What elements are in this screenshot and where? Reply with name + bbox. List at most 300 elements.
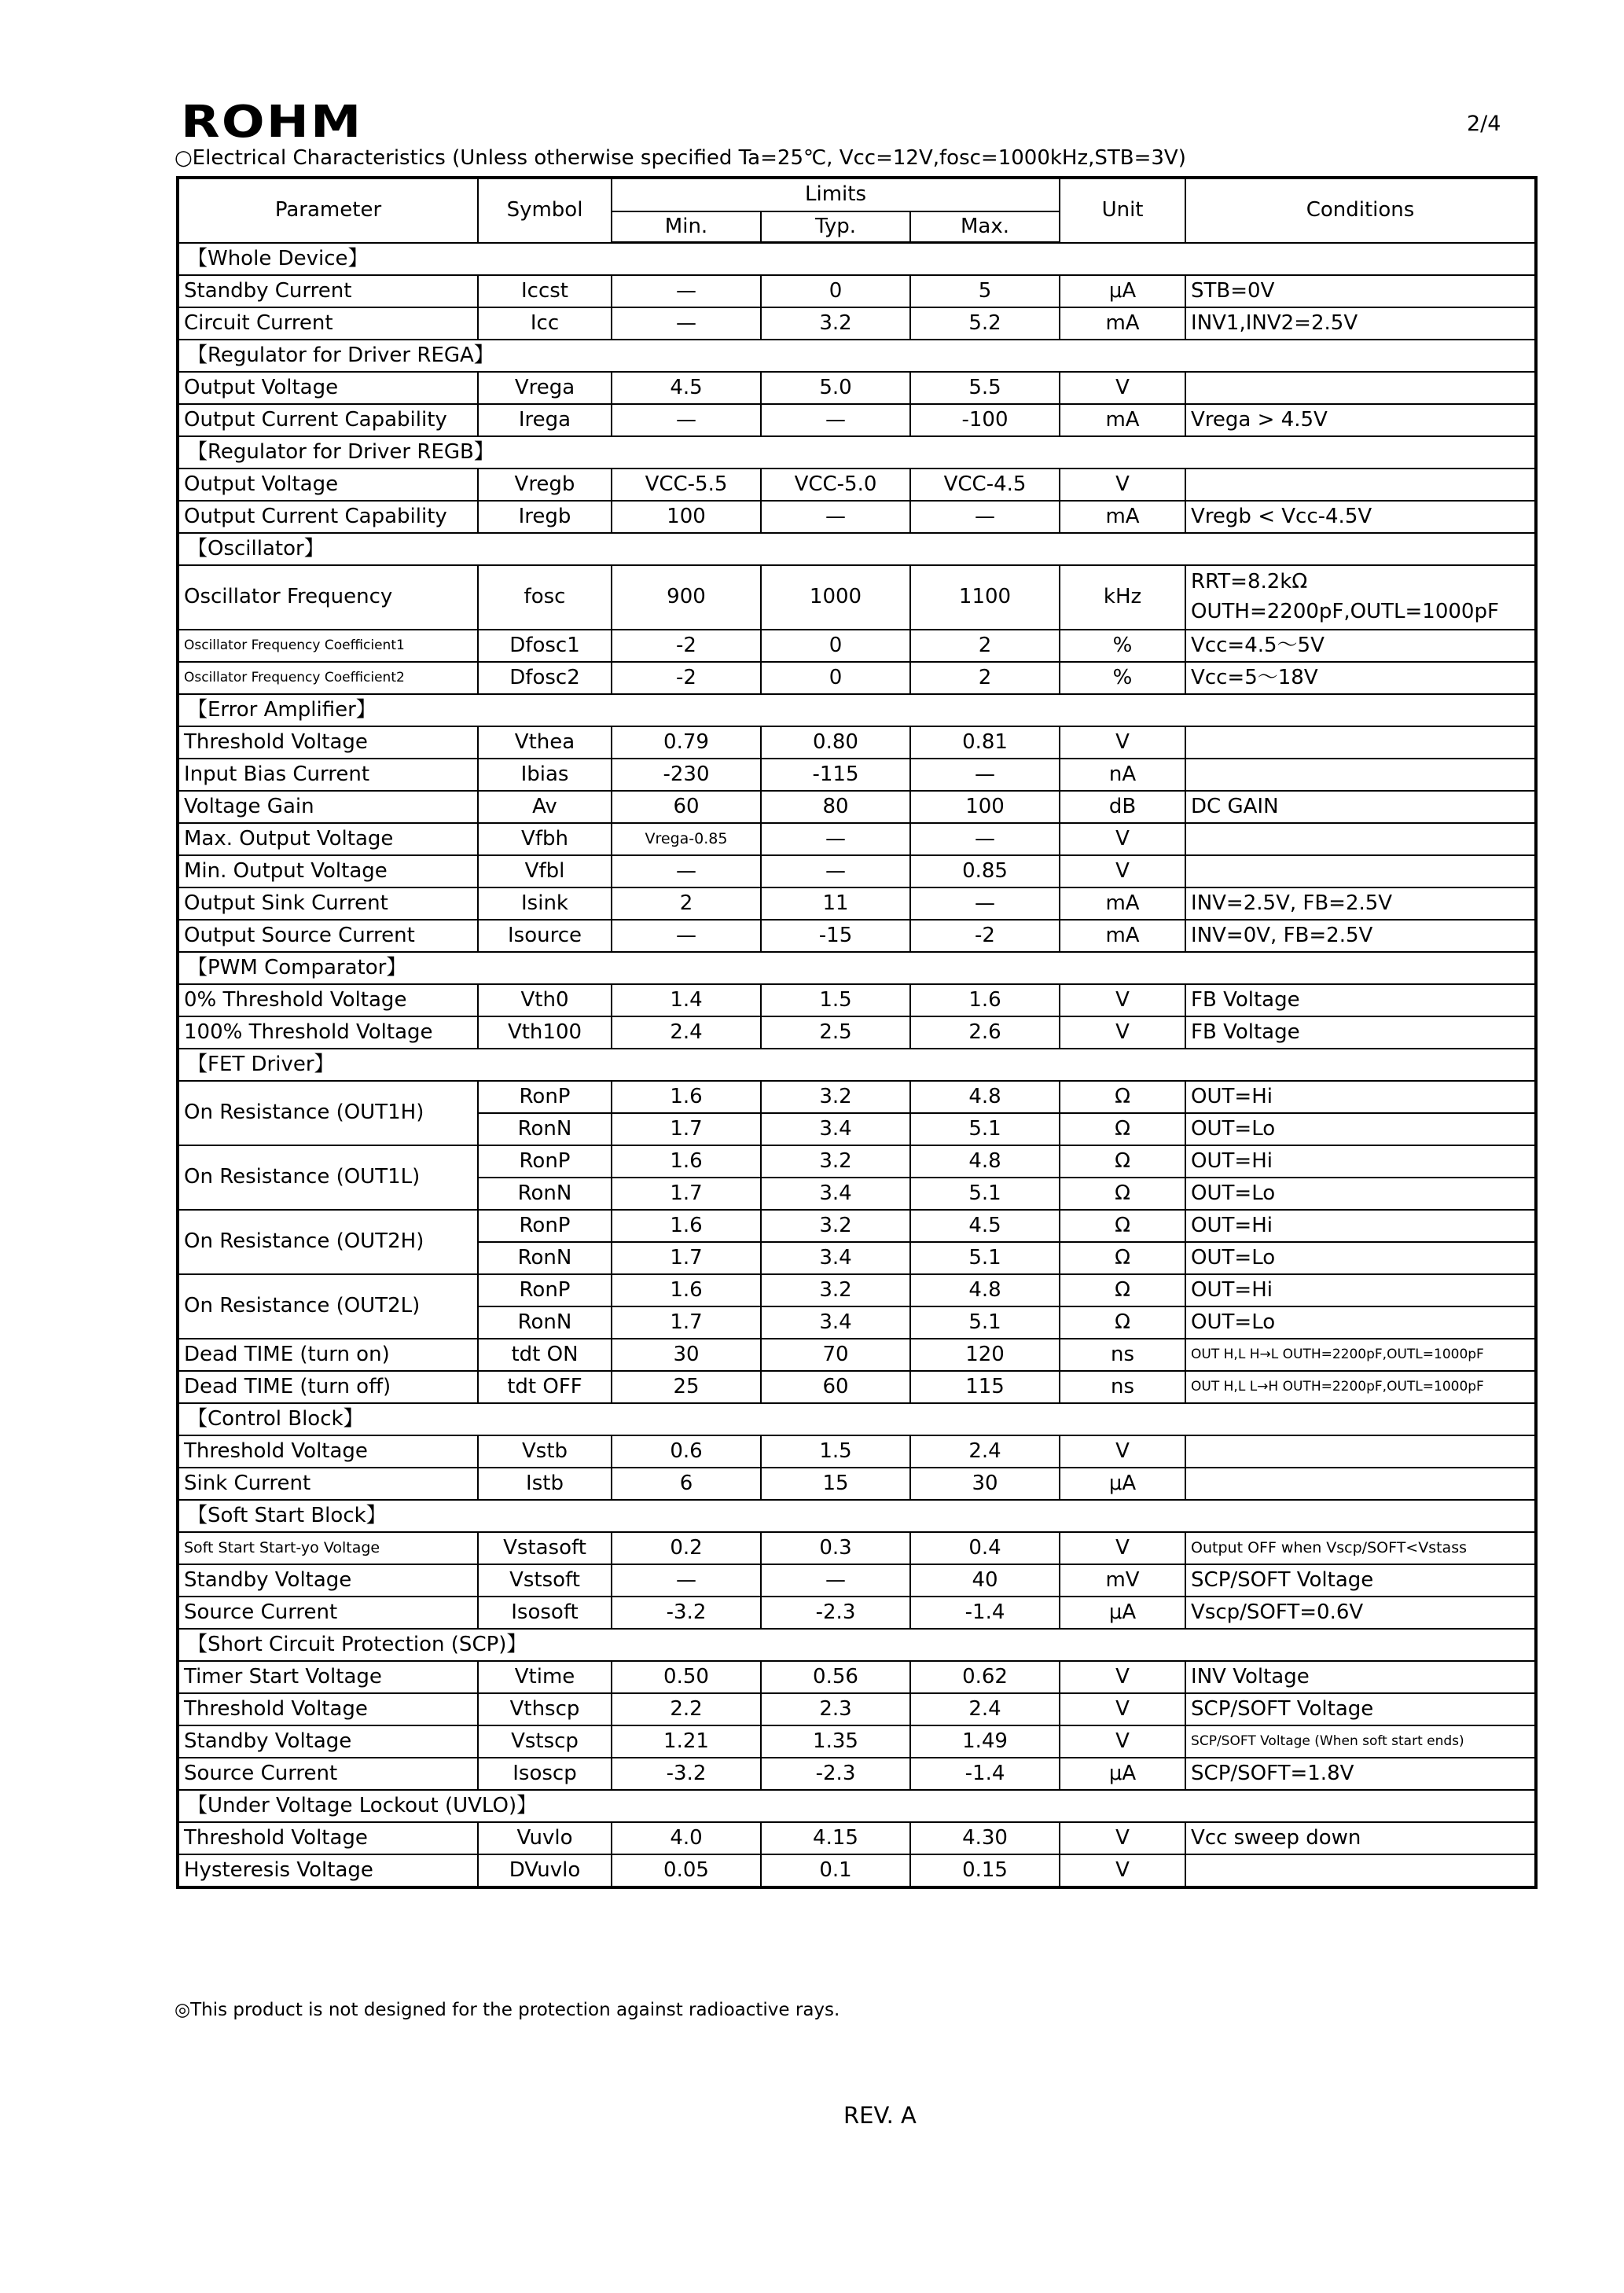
parameter-cell: Oscillator Frequency Coefficient1	[178, 630, 478, 662]
min-cell: 60	[612, 791, 761, 823]
section-title: 【Whole Device】	[178, 243, 1536, 276]
section-header-row	[178, 952, 1536, 984]
conditions-cell	[1185, 662, 1536, 694]
section-title: 【Regulator for Driver REGA】	[178, 340, 1536, 372]
conditions-cell	[1185, 469, 1536, 501]
conditions-text: SCP/SOFT=1.8V	[1191, 1761, 1354, 1785]
section-header-row	[178, 243, 1536, 276]
max-cell: 2	[910, 630, 1060, 662]
typ-cell: 1000	[761, 565, 910, 630]
max-cell: 2.4	[910, 1435, 1060, 1468]
table-row	[178, 372, 1536, 404]
unit-cell: Ω	[1060, 1178, 1185, 1210]
table-row	[178, 1468, 1536, 1500]
symbol-cell: Isink	[478, 887, 612, 920]
header-parameter: Parameter	[178, 178, 478, 243]
typ-cell: —	[761, 823, 910, 855]
conditions-cell	[1185, 1693, 1536, 1725]
min-cell: 1.7	[612, 1306, 761, 1339]
symbol-cell: Iregb	[478, 501, 612, 533]
symbol-cell: Vstasoft	[478, 1532, 612, 1564]
unit-cell: mV	[1060, 1564, 1185, 1597]
footnote: ◎This product is not designed for the protection against radioactive rays.	[175, 2000, 840, 2020]
symbol-cell: fosc	[478, 565, 612, 630]
conditions-cell	[1185, 501, 1536, 533]
typ-cell: 3.4	[761, 1178, 910, 1210]
symbol-cell: Dfosc2	[478, 662, 612, 694]
unit-cell: Ω	[1060, 1113, 1185, 1145]
section-header-row	[178, 340, 1536, 372]
typ-cell: 1.5	[761, 984, 910, 1016]
max-cell: 4.5	[910, 1210, 1060, 1242]
unit-cell: mA	[1060, 307, 1185, 340]
symbol-cell: Vstsoft	[478, 1564, 612, 1597]
parameter-cell: Oscillator Frequency	[178, 565, 478, 630]
parameter-cell: 100% Threshold Voltage	[178, 1016, 478, 1049]
parameter-cell: On Resistance (OUT1H)	[178, 1081, 478, 1145]
typ-cell: 1.5	[761, 1435, 910, 1468]
unit-cell: ns	[1060, 1339, 1185, 1371]
min-cell: 1.6	[612, 1081, 761, 1113]
conditions-cell: OUT=Hi	[1185, 1081, 1536, 1113]
max-cell: 115	[910, 1371, 1060, 1403]
typ-cell: —	[761, 404, 910, 436]
symbol-cell: Isource	[478, 920, 612, 952]
conditions-cell	[1185, 1016, 1536, 1049]
min-cell: 1.6	[612, 1274, 761, 1306]
max-cell: 4.30	[910, 1822, 1060, 1854]
parameter-cell: On Resistance (OUT2L)	[178, 1274, 478, 1339]
parameter-cell: Standby Current	[178, 275, 478, 307]
table-row	[178, 1532, 1536, 1564]
conditions-text: STB=0V	[1191, 278, 1275, 303]
page-number: 2/4	[1467, 112, 1501, 136]
max-cell: 120	[910, 1339, 1060, 1371]
symbol-cell: RonP	[478, 1210, 612, 1242]
section-title: 【Oscillator】	[178, 533, 1536, 565]
unit-cell: dB	[1060, 791, 1185, 823]
parameter-cell: Voltage Gain	[178, 791, 478, 823]
section-title: 【Control Block】	[178, 1403, 1536, 1435]
max-cell: 5.1	[910, 1242, 1060, 1274]
conditions-cell	[1185, 1725, 1536, 1758]
parameter-cell: Source Current	[178, 1597, 478, 1629]
section-header-row	[178, 694, 1536, 726]
header-unit: Unit	[1060, 178, 1185, 243]
typ-cell: 3.2	[761, 1210, 910, 1242]
conditions-text: FB Voltage	[1191, 987, 1300, 1012]
unit-cell: %	[1060, 662, 1185, 694]
table-row	[178, 275, 1536, 307]
conditions-text: Vcc=5～18V	[1191, 665, 1318, 689]
unit-cell: μA	[1060, 1468, 1185, 1500]
revision-label: REV. A	[843, 2102, 917, 2129]
symbol-cell: Vtime	[478, 1661, 612, 1693]
max-cell: 0.81	[910, 726, 1060, 759]
section-header-row	[178, 436, 1536, 469]
symbol-cell: Vthea	[478, 726, 612, 759]
max-cell: 0.4	[910, 1532, 1060, 1564]
conditions-cell: OUT=Lo	[1185, 1113, 1536, 1145]
max-cell: 40	[910, 1564, 1060, 1597]
max-cell: -100	[910, 404, 1060, 436]
table-row	[178, 1274, 1536, 1306]
typ-cell: 60	[761, 1371, 910, 1403]
header-symbol: Symbol	[478, 178, 612, 243]
min-cell: 1.21	[612, 1725, 761, 1758]
min-cell: 0.6	[612, 1435, 761, 1468]
unit-cell: V	[1060, 726, 1185, 759]
typ-cell: —	[761, 1564, 910, 1597]
conditions-cell	[1185, 984, 1536, 1016]
section-title: 【Error Amplifier】	[178, 694, 1536, 726]
unit-cell: mA	[1060, 887, 1185, 920]
conditions-text: INV=0V, FB=2.5V	[1191, 923, 1373, 947]
parameter-cell: Output Voltage	[178, 372, 478, 404]
parameter-cell: Threshold Voltage	[178, 1435, 478, 1468]
symbol-cell: Vth0	[478, 984, 612, 1016]
typ-cell: VCC-5.0	[761, 469, 910, 501]
symbol-cell: Vthscp	[478, 1693, 612, 1725]
unit-cell: mA	[1060, 920, 1185, 952]
parameter-cell: Dead TIME (turn on)	[178, 1339, 478, 1371]
conditions-cell	[1185, 1822, 1536, 1854]
unit-cell: V	[1060, 372, 1185, 404]
conditions-text: Vscp/SOFT=0.6V	[1191, 1600, 1364, 1624]
header-conditions: Conditions	[1185, 178, 1536, 243]
conditions-cell	[1185, 1468, 1536, 1500]
unit-cell: V	[1060, 1661, 1185, 1693]
max-cell: VCC-4.5	[910, 469, 1060, 501]
min-cell: 1.7	[612, 1178, 761, 1210]
max-cell: 5.5	[910, 372, 1060, 404]
table-row	[178, 1371, 1536, 1403]
min-cell: 2	[612, 887, 761, 920]
min-cell: 4.5	[612, 372, 761, 404]
conditions-cell: OUT=Lo	[1185, 1306, 1536, 1339]
conditions-cell: OUT=Hi	[1185, 1210, 1536, 1242]
parameter-cell: Threshold Voltage	[178, 726, 478, 759]
parameter-cell: Hysteresis Voltage	[178, 1854, 478, 1887]
conditions-text-line2: OUTH=2200pF,OUTL=1000pF	[1191, 600, 1499, 623]
max-cell: 5.1	[910, 1113, 1060, 1145]
parameter-cell: Max. Output Voltage	[178, 823, 478, 855]
max-cell: 5	[910, 275, 1060, 307]
min-cell: 900	[612, 565, 761, 630]
table-row	[178, 1435, 1536, 1468]
max-cell: 5.1	[910, 1178, 1060, 1210]
table-row	[178, 1822, 1536, 1854]
header-typ: Typ.	[761, 211, 910, 243]
table-row	[178, 1564, 1536, 1597]
parameter-cell: Dead TIME (turn off)	[178, 1371, 478, 1403]
conditions-text: Vcc sweep down	[1191, 1825, 1361, 1850]
symbol-cell: RonP	[478, 1145, 612, 1178]
max-cell: —	[910, 759, 1060, 791]
max-cell: 5.2	[910, 307, 1060, 340]
table-row	[178, 984, 1536, 1016]
conditions-cell	[1185, 275, 1536, 307]
conditions-text: SCP/SOFT Voltage	[1191, 1696, 1374, 1721]
conditions-cell	[1185, 823, 1536, 855]
unit-cell: V	[1060, 469, 1185, 501]
symbol-cell: Isosoft	[478, 1597, 612, 1629]
conditions-cell	[1185, 791, 1536, 823]
conditions-text: SCP/SOFT Voltage	[1191, 1567, 1374, 1592]
parameter-cell: Soft Start Start-yo Voltage	[178, 1532, 478, 1564]
min-cell: 0.50	[612, 1661, 761, 1693]
parameter-cell: Timer Start Voltage	[178, 1661, 478, 1693]
symbol-cell: Icc	[478, 307, 612, 340]
table-row	[178, 759, 1536, 791]
symbol-cell: RonP	[478, 1081, 612, 1113]
max-cell: 2.6	[910, 1016, 1060, 1049]
table-row	[178, 1661, 1536, 1693]
typ-cell: 5.0	[761, 372, 910, 404]
section-header-row	[178, 1403, 1536, 1435]
section-title: 【Regulator for Driver REGB】	[178, 436, 1536, 469]
typ-cell: 1.35	[761, 1725, 910, 1758]
parameter-cell: Oscillator Frequency Coefficient2	[178, 662, 478, 694]
conditions-text: FB Voltage	[1191, 1020, 1300, 1044]
typ-cell: 3.2	[761, 1274, 910, 1306]
typ-cell: 0	[761, 275, 910, 307]
min-cell: 1.7	[612, 1113, 761, 1145]
conditions-cell: OUT=Lo	[1185, 1178, 1536, 1210]
typ-cell: 2.5	[761, 1016, 910, 1049]
min-cell: 0.79	[612, 726, 761, 759]
conditions-cell	[1185, 1371, 1536, 1403]
parameter-cell: Sink Current	[178, 1468, 478, 1500]
parameter-cell: Source Current	[178, 1758, 478, 1790]
section-header-row	[178, 533, 1536, 565]
min-cell: 25	[612, 1371, 761, 1403]
symbol-cell: RonN	[478, 1242, 612, 1274]
typ-cell: —	[761, 501, 910, 533]
typ-cell: 3.2	[761, 1081, 910, 1113]
conditions-cell	[1185, 404, 1536, 436]
conditions-cell	[1185, 1435, 1536, 1468]
max-cell: 30	[910, 1468, 1060, 1500]
unit-cell: V	[1060, 855, 1185, 887]
table-row	[178, 920, 1536, 952]
header-min: Min.	[612, 211, 761, 243]
min-cell: 0.2	[612, 1532, 761, 1564]
conditions-cell	[1185, 1661, 1536, 1693]
table-row	[178, 307, 1536, 340]
conditions-cell	[1185, 920, 1536, 952]
section-title: ○Electrical Characteristics (Unless otherwise specified Ta=25℃, Vcc=12V,fosc=1000kHz,STB=3V)	[175, 146, 1186, 170]
conditions-cell	[1185, 1339, 1536, 1371]
section-title: 【Soft Start Block】	[178, 1500, 1536, 1532]
table-row	[178, 1016, 1536, 1049]
section-title: 【FET Driver】	[178, 1049, 1536, 1081]
max-cell: 0.15	[910, 1854, 1060, 1887]
unit-cell: Ω	[1060, 1306, 1185, 1339]
unit-cell: μA	[1060, 1597, 1185, 1629]
min-cell: 1.6	[612, 1210, 761, 1242]
conditions-cell	[1185, 855, 1536, 887]
min-cell: 1.4	[612, 984, 761, 1016]
min-cell: 2.2	[612, 1693, 761, 1725]
typ-cell: 2.3	[761, 1693, 910, 1725]
parameter-cell: Output Current Capability	[178, 501, 478, 533]
typ-cell: 3.4	[761, 1113, 910, 1145]
section-header-row	[178, 1500, 1536, 1532]
table-row	[178, 1597, 1536, 1629]
conditions-cell	[1185, 1564, 1536, 1597]
typ-cell: 3.2	[761, 307, 910, 340]
conditions-text: Vcc=4.5～5V	[1191, 633, 1325, 657]
typ-cell: -115	[761, 759, 910, 791]
typ-cell: 3.4	[761, 1242, 910, 1274]
parameter-cell: Output Current Capability	[178, 404, 478, 436]
header-max: Max.	[910, 211, 1060, 243]
typ-cell: 4.15	[761, 1822, 910, 1854]
min-cell: —	[612, 920, 761, 952]
table-body	[178, 243, 1536, 1888]
symbol-cell: Vstb	[478, 1435, 612, 1468]
section-title: 【Under Voltage Lockout (UVLO)】	[178, 1790, 1536, 1822]
symbol-cell: Isoscp	[478, 1758, 612, 1790]
max-cell: 100	[910, 791, 1060, 823]
min-cell: VCC-5.5	[612, 469, 761, 501]
unit-cell: V	[1060, 984, 1185, 1016]
typ-cell: 0	[761, 662, 910, 694]
parameter-cell: Standby Voltage	[178, 1725, 478, 1758]
unit-cell: V	[1060, 1693, 1185, 1725]
min-cell: Vrega-0.85	[612, 823, 761, 855]
parameter-cell: Threshold Voltage	[178, 1693, 478, 1725]
typ-cell: 3.2	[761, 1145, 910, 1178]
symbol-cell: Vregb	[478, 469, 612, 501]
header-limits: Limits	[612, 178, 1060, 211]
max-cell: —	[910, 823, 1060, 855]
symbol-cell: RonN	[478, 1113, 612, 1145]
min-cell: —	[612, 275, 761, 307]
symbol-cell: RonN	[478, 1178, 612, 1210]
table-row	[178, 404, 1536, 436]
table-row	[178, 1854, 1536, 1887]
parameter-cell: Output Sink Current	[178, 887, 478, 920]
unit-cell: V	[1060, 1435, 1185, 1468]
table-row	[178, 1081, 1536, 1113]
min-cell: -2	[612, 662, 761, 694]
table-row	[178, 887, 1536, 920]
symbol-cell: Iccst	[478, 275, 612, 307]
table-row	[178, 662, 1536, 694]
section-header-row	[178, 1049, 1536, 1081]
electrical-characteristics-table	[176, 176, 1538, 1889]
conditions-text: DC GAIN	[1191, 794, 1279, 818]
symbol-cell: Vuvlo	[478, 1822, 612, 1854]
table-row	[178, 1145, 1536, 1178]
max-cell: 2.4	[910, 1693, 1060, 1725]
max-cell: 1.6	[910, 984, 1060, 1016]
section-header-row	[178, 1629, 1536, 1661]
table-row	[178, 565, 1536, 630]
unit-cell: %	[1060, 630, 1185, 662]
min-cell: 2.4	[612, 1016, 761, 1049]
parameter-cell: Output Voltage	[178, 469, 478, 501]
unit-cell: V	[1060, 1854, 1185, 1887]
symbol-cell: Vfbh	[478, 823, 612, 855]
conditions-text: INV Voltage	[1191, 1664, 1310, 1689]
unit-cell: V	[1060, 1725, 1185, 1758]
parameter-cell: Threshold Voltage	[178, 1822, 478, 1854]
symbol-cell: tdt ON	[478, 1339, 612, 1371]
conditions-text: SCP/SOFT Voltage (When soft start ends)	[1191, 1733, 1464, 1749]
typ-cell: 0.56	[761, 1661, 910, 1693]
min-cell: 30	[612, 1339, 761, 1371]
unit-cell: μA	[1060, 275, 1185, 307]
table-row	[178, 501, 1536, 533]
conditions-cell	[1185, 1758, 1536, 1790]
unit-cell: Ω	[1060, 1274, 1185, 1306]
min-cell: —	[612, 307, 761, 340]
typ-cell: 0	[761, 630, 910, 662]
conditions-text: INV=2.5V, FB=2.5V	[1191, 891, 1393, 915]
symbol-cell: Dfosc1	[478, 630, 612, 662]
conditions-cell	[1185, 307, 1536, 340]
min-cell: 1.6	[612, 1145, 761, 1178]
symbol-cell: Istb	[478, 1468, 612, 1500]
symbol-cell: RonP	[478, 1274, 612, 1306]
section-header-row	[178, 1790, 1536, 1822]
table-row	[178, 469, 1536, 501]
typ-cell: -2.3	[761, 1597, 910, 1629]
symbol-cell: Vth100	[478, 1016, 612, 1049]
section-title: 【Short Circuit Protection (SCP)】	[178, 1629, 1536, 1661]
table-row	[178, 1210, 1536, 1242]
unit-cell: nA	[1060, 759, 1185, 791]
max-cell: 0.85	[910, 855, 1060, 887]
min-cell: -3.2	[612, 1758, 761, 1790]
parameter-cell: On Resistance (OUT1L)	[178, 1145, 478, 1210]
conditions-cell	[1185, 759, 1536, 791]
typ-cell: 0.80	[761, 726, 910, 759]
symbol-cell: Vfbl	[478, 855, 612, 887]
max-cell: 5.1	[910, 1306, 1060, 1339]
parameter-cell: On Resistance (OUT2H)	[178, 1210, 478, 1274]
table-row	[178, 855, 1536, 887]
min-cell: 6	[612, 1468, 761, 1500]
max-cell: 2	[910, 662, 1060, 694]
unit-cell: μA	[1060, 1758, 1185, 1790]
parameter-cell: Circuit Current	[178, 307, 478, 340]
symbol-cell: Ibias	[478, 759, 612, 791]
conditions-text: Vrega > 4.5V	[1191, 407, 1328, 432]
conditions-cell	[1185, 372, 1536, 404]
max-cell: -2	[910, 920, 1060, 952]
max-cell: 4.8	[910, 1081, 1060, 1113]
typ-cell: 15	[761, 1468, 910, 1500]
conditions-text: OUT H,L H→L OUTH=2200pF,OUTL=1000pF	[1191, 1346, 1484, 1362]
symbol-cell: RonN	[478, 1306, 612, 1339]
conditions-cell: OUT=Hi	[1185, 1145, 1536, 1178]
max-cell: —	[910, 887, 1060, 920]
table-row	[178, 1758, 1536, 1790]
typ-cell: —	[761, 855, 910, 887]
conditions-text: Output OFF when Vscp/SOFT<Vstass	[1191, 1538, 1468, 1556]
conditions-text: OUT H,L L→H OUTH=2200pF,OUTL=1000pF	[1191, 1378, 1484, 1395]
table-row	[178, 630, 1536, 662]
unit-cell: Ω	[1060, 1242, 1185, 1274]
symbol-cell: Irega	[478, 404, 612, 436]
symbol-cell: Vstscp	[478, 1725, 612, 1758]
conditions-cell	[1185, 630, 1536, 662]
table-row	[178, 823, 1536, 855]
